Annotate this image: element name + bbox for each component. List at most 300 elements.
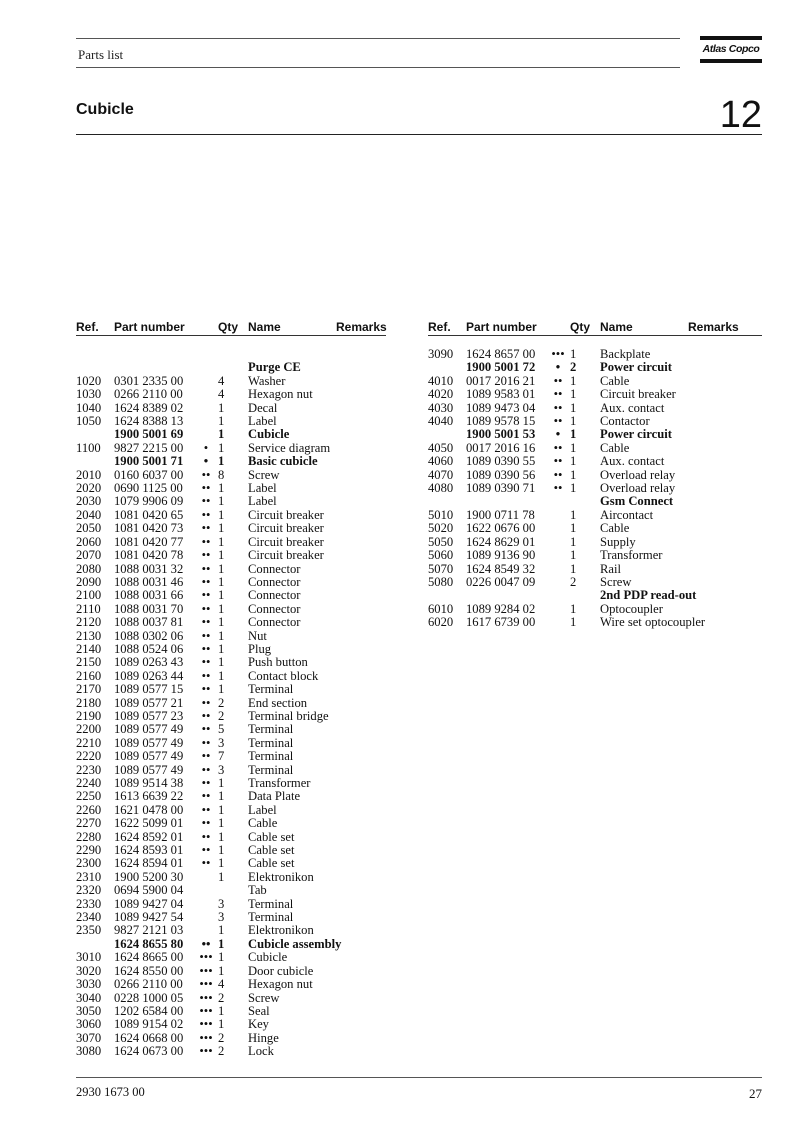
document-number: 2930 1673 00: [76, 1085, 145, 1099]
ref-cell: 3030: [76, 977, 102, 992]
qty-cell: 1: [218, 869, 225, 884]
footer-rule: [76, 1077, 762, 1078]
ref-cell: 2120: [76, 615, 102, 630]
level-dots: ••: [201, 816, 211, 831]
part-number-cell: 1089 0577 23: [114, 708, 184, 723]
ref-cell: 5010: [428, 507, 454, 522]
col-ref-header: Ref.: [428, 320, 451, 334]
name-cell: Data Plate: [248, 789, 301, 804]
table-row: [76, 656, 386, 669]
name-cell: Label: [248, 494, 277, 509]
part-number-cell: 0017 2016 21: [466, 373, 536, 388]
name-cell: Cable: [600, 521, 630, 536]
part-number-cell: 1613 6639 22: [114, 789, 184, 804]
name-cell: Rail: [600, 561, 621, 576]
table-row: [428, 603, 762, 616]
name-cell: Push button: [248, 655, 308, 670]
name-cell: Transformer: [600, 548, 663, 563]
ref-cell: 5060: [428, 548, 454, 563]
brand-logo: [700, 36, 762, 68]
name-cell: Connector: [248, 561, 301, 576]
table-row: [76, 764, 386, 777]
qty-cell: 1: [570, 454, 577, 469]
part-number-cell: 1088 0302 06: [114, 628, 184, 643]
level-dots: •: [203, 454, 209, 469]
part-number-cell: 1624 8388 13: [114, 414, 184, 429]
part-number-cell: 1900 5001 71: [114, 454, 184, 469]
part-number-cell: 0226 0047 09: [466, 574, 536, 589]
level-dots: ••: [201, 534, 211, 549]
table-row: [428, 536, 762, 549]
level-dots: •••: [199, 977, 213, 992]
qty-cell: 1: [570, 347, 577, 361]
part-number-cell: 1081 0420 73: [114, 521, 184, 536]
ref-cell: 2060: [76, 534, 102, 549]
qty-cell: 1: [570, 601, 577, 616]
ref-cell: 2080: [76, 561, 102, 576]
qty-cell: 5: [218, 722, 225, 737]
name-cell: Cable: [600, 440, 630, 455]
level-dots: ••: [201, 481, 211, 496]
table-row: [428, 576, 762, 589]
name-cell: Optocoupler: [600, 601, 663, 616]
qty-cell: 1: [570, 373, 577, 388]
name-cell: Screw: [248, 467, 280, 482]
level-dots: ••: [553, 440, 563, 455]
part-number-cell: 1089 0263 44: [114, 668, 184, 683]
level-dots: ••: [201, 936, 211, 951]
ref-cell: 2130: [76, 628, 102, 643]
table-row: [76, 710, 386, 723]
table-row: [428, 361, 762, 374]
table-row: [428, 428, 762, 441]
table-row: [76, 898, 386, 911]
name-cell: Overload relay: [600, 481, 676, 496]
part-number-cell: 1088 0037 81: [114, 615, 184, 630]
name-cell: Lock: [248, 1044, 274, 1059]
name-cell: Label: [248, 802, 277, 817]
qty-cell: 1: [218, 548, 225, 563]
table-row: [76, 495, 386, 508]
table-row: [76, 965, 386, 978]
part-number-cell: 0690 1125 00: [114, 481, 183, 496]
table-row: [76, 428, 386, 441]
level-dots: ••: [201, 628, 211, 643]
qty-cell: 4: [218, 373, 225, 388]
qty-cell: 3: [218, 910, 225, 925]
name-cell: Terminal: [248, 735, 294, 750]
name-cell: Power circuit: [600, 427, 672, 442]
name-cell: Terminal: [248, 896, 294, 911]
ref-cell: 6020: [428, 615, 454, 630]
table-row: [76, 978, 386, 991]
ref-cell: 4060: [428, 454, 454, 469]
ref-cell: 2150: [76, 655, 102, 670]
table-header: [428, 320, 762, 335]
part-number-cell: 1089 9427 54: [114, 910, 184, 925]
level-dots: ••: [201, 588, 211, 603]
name-cell: Cable: [248, 816, 278, 831]
qty-cell: 1: [218, 440, 225, 455]
level-dots: ••: [201, 507, 211, 522]
qty-cell: 1: [218, 494, 225, 509]
ref-cell: 4050: [428, 440, 454, 455]
table-row: [76, 643, 386, 656]
level-dots: ••: [201, 682, 211, 697]
name-cell: Elektronikon: [248, 923, 314, 938]
level-dots: •••: [199, 950, 213, 965]
part-number-cell: 1900 5001 72: [466, 360, 536, 375]
qty-cell: 1: [570, 414, 577, 429]
table-row: [428, 388, 762, 401]
table-row: [76, 589, 386, 602]
part-number-cell: 1081 0420 78: [114, 548, 184, 563]
name-cell: Cable set: [248, 856, 295, 871]
ref-cell: 4080: [428, 481, 454, 496]
ref-cell: 4030: [428, 400, 454, 415]
part-number-cell: 1089 9154 02: [114, 1017, 184, 1032]
name-cell: Screw: [248, 990, 280, 1005]
qty-cell: 1: [570, 548, 577, 563]
qty-cell: 1: [218, 802, 225, 817]
part-number-cell: 1900 5001 53: [466, 427, 536, 442]
table-row: [76, 348, 386, 361]
level-dots: ••: [553, 467, 563, 482]
name-cell: Elektronikon: [248, 869, 314, 884]
qty-cell: 1: [218, 950, 225, 965]
part-number-cell: 1624 8629 01: [466, 534, 536, 549]
qty-cell: 1: [218, 776, 225, 790]
ref-cell: 5080: [428, 574, 454, 589]
part-number-cell: 1621 0478 00: [114, 802, 184, 817]
name-cell: Contactor: [600, 414, 650, 429]
name-cell: Backplate: [600, 347, 651, 361]
name-cell: Transformer: [248, 776, 311, 790]
table-header: [76, 320, 386, 335]
table-row: [76, 576, 386, 589]
part-number-cell: 1624 0673 00: [114, 1044, 184, 1059]
name-cell: 2nd PDP read-out: [600, 588, 697, 603]
table-row: [76, 1032, 386, 1045]
logo-text: Atlas Copco: [702, 43, 760, 55]
level-dots: •: [555, 360, 561, 375]
part-number-cell: 1624 8655 80: [114, 936, 184, 951]
name-cell: Key: [248, 1017, 269, 1032]
col-part-header: Part number: [466, 320, 537, 334]
qty-cell: 4: [218, 977, 225, 992]
qty-cell: 2: [218, 708, 225, 723]
part-number-cell: 1089 0577 49: [114, 735, 184, 750]
ref-cell: 2220: [76, 749, 102, 764]
table-row: [76, 630, 386, 643]
table-row: [76, 737, 386, 750]
ref-cell: 2210: [76, 735, 102, 750]
qty-cell: 3: [218, 735, 225, 750]
table-row: [76, 415, 386, 428]
name-cell: Terminal: [248, 762, 294, 777]
table-row: [76, 777, 386, 790]
qty-cell: 1: [218, 963, 225, 978]
table-row: [76, 375, 386, 388]
level-dots: •••: [199, 963, 213, 978]
part-number-cell: 0694 5900 04: [114, 883, 184, 898]
name-cell: Terminal: [248, 749, 294, 764]
qty-cell: 1: [218, 682, 225, 697]
ref-cell: 5020: [428, 521, 454, 536]
name-cell: Hexagon nut: [248, 977, 313, 992]
qty-cell: 4: [218, 387, 225, 402]
qty-cell: 1: [218, 789, 225, 804]
name-cell: Plug: [248, 641, 272, 656]
table-row: [76, 817, 386, 830]
table-row: [428, 348, 762, 361]
ref-cell: 2330: [76, 896, 102, 911]
name-cell: Cubicle: [248, 950, 288, 965]
part-number-cell: 1624 0668 00: [114, 1030, 184, 1045]
qty-cell: 1: [570, 481, 577, 496]
level-dots: ••: [201, 548, 211, 563]
qty-cell: 1: [570, 440, 577, 455]
qty-cell: 1: [218, 601, 225, 616]
qty-cell: 1: [218, 655, 225, 670]
qty-cell: 1: [218, 521, 225, 536]
table-row: [76, 857, 386, 870]
table-row: [76, 361, 386, 374]
level-dots: ••: [553, 400, 563, 415]
part-number-cell: 1622 5099 01: [114, 816, 184, 831]
part-number-cell: 1624 8665 00: [114, 950, 184, 965]
table-row: [76, 469, 386, 482]
table-row: [76, 536, 386, 549]
table-row: [76, 938, 386, 951]
table-row: [76, 924, 386, 937]
part-number-cell: 1624 8657 00: [466, 347, 536, 361]
name-cell: Circuit breaker: [248, 548, 324, 563]
table-row: [76, 603, 386, 616]
ref-cell: 2190: [76, 708, 102, 723]
page-title: Cubicle: [76, 101, 134, 118]
part-number-cell: 0266 2110 00: [114, 977, 183, 992]
level-dots: ••: [201, 735, 211, 750]
ref-cell: 3020: [76, 963, 102, 978]
table-row: [76, 871, 386, 884]
ref-cell: 1030: [76, 387, 102, 402]
qty-cell: 1: [218, 816, 225, 831]
ref-cell: 1050: [76, 414, 102, 429]
table-row: [76, 992, 386, 1005]
qty-cell: 1: [218, 829, 225, 844]
qty-cell: 1: [570, 467, 577, 482]
qty-cell: 1: [218, 561, 225, 576]
ref-cell: 4020: [428, 387, 454, 402]
name-cell: Purge CE: [248, 360, 301, 375]
level-dots: •••: [551, 347, 565, 361]
name-cell: Circuit breaker: [248, 534, 324, 549]
col-name-header: Name: [248, 320, 281, 334]
part-number-cell: 1088 0031 46: [114, 574, 184, 589]
table-row: [76, 563, 386, 576]
part-number-cell: 1900 5001 69: [114, 427, 184, 442]
name-cell: Contact block: [248, 668, 319, 683]
level-dots: ••: [201, 615, 211, 630]
name-cell: Label: [248, 414, 277, 429]
part-number-cell: 1900 0711 78: [466, 507, 535, 522]
level-dots: •••: [199, 1044, 213, 1059]
qty-cell: 2: [218, 1030, 225, 1045]
qty-cell: 8: [218, 467, 225, 482]
name-cell: Cable set: [248, 843, 295, 858]
col-qty-header: Qty: [570, 320, 591, 334]
name-cell: Cable set: [248, 829, 295, 844]
table-row: [76, 402, 386, 415]
qty-cell: 7: [218, 749, 225, 764]
qty-cell: 1: [218, 923, 225, 938]
col-name-header: Name: [600, 320, 633, 334]
part-number-cell: 1089 9578 15: [466, 414, 536, 429]
name-cell: Nut: [248, 628, 267, 643]
part-number-cell: 1624 8594 01: [114, 856, 184, 871]
title-rule: [76, 134, 762, 135]
qty-cell: 1: [218, 454, 225, 469]
table-row: [76, 1045, 386, 1058]
section-label: Parts list: [78, 47, 124, 62]
table-row: [76, 549, 386, 562]
part-number-cell: 1089 0577 15: [114, 682, 184, 697]
name-cell: Cable: [600, 373, 630, 388]
ref-cell: 2300: [76, 856, 102, 871]
qty-cell: 1: [218, 481, 225, 496]
level-dots: ••: [201, 561, 211, 576]
part-number-cell: 1081 0420 77: [114, 534, 184, 549]
qty-cell: 1: [570, 387, 577, 402]
table-row: [428, 549, 762, 562]
table-row: [76, 750, 386, 763]
ref-cell: 2050: [76, 521, 102, 536]
qty-cell: 1: [218, 414, 225, 429]
ref-cell: 5070: [428, 561, 454, 576]
level-dots: •••: [199, 1030, 213, 1045]
table-row: [428, 442, 762, 455]
name-cell: Cubicle: [248, 427, 290, 442]
table-row: [428, 589, 762, 602]
part-number-cell: 0228 1000 05: [114, 990, 184, 1005]
table-row: [76, 616, 386, 629]
qty-cell: 2: [570, 574, 577, 589]
table-row: [428, 563, 762, 576]
ref-cell: 2170: [76, 682, 102, 697]
name-cell: Terminal: [248, 910, 294, 925]
name-cell: Overload relay: [600, 467, 676, 482]
ref-cell: 2200: [76, 722, 102, 737]
ref-cell: 2040: [76, 507, 102, 522]
ref-cell: 4070: [428, 467, 454, 482]
level-dots: ••: [201, 574, 211, 589]
table-row: [76, 697, 386, 710]
part-number-cell: 0266 2110 00: [114, 387, 183, 402]
level-dots: ••: [553, 454, 563, 469]
ref-cell: 2070: [76, 548, 102, 563]
col-ref-header: Ref.: [76, 320, 99, 334]
ref-cell: 4040: [428, 414, 454, 429]
part-number-cell: 1079 9906 09: [114, 494, 184, 509]
table-rows: [428, 348, 762, 630]
ref-cell: 2250: [76, 789, 102, 804]
level-dots: ••: [201, 467, 211, 482]
table-row: [76, 790, 386, 803]
level-dots: ••: [201, 843, 211, 858]
name-cell: Terminal: [248, 682, 294, 697]
table-header-rule: [76, 335, 386, 336]
table-row: [428, 509, 762, 522]
part-number-cell: 1089 0263 43: [114, 655, 184, 670]
qty-cell: 2: [570, 360, 577, 375]
name-cell: Connector: [248, 574, 301, 589]
col-part-header: Part number: [114, 320, 185, 334]
name-cell: Label: [248, 481, 277, 496]
ref-cell: 2290: [76, 843, 102, 858]
level-dots: •••: [199, 990, 213, 1005]
ref-cell: 3070: [76, 1030, 102, 1045]
header-top-rule: [76, 38, 680, 39]
level-dots: ••: [201, 749, 211, 764]
level-dots: ••: [201, 762, 211, 777]
qty-cell: 2: [218, 990, 225, 1005]
part-number-cell: 1089 9583 01: [466, 387, 536, 402]
name-cell: Basic cubicle: [248, 454, 318, 469]
table-row: [76, 723, 386, 736]
parts-table-right: [428, 320, 762, 630]
table-row: [76, 911, 386, 924]
ref-cell: 2090: [76, 574, 102, 589]
part-number-cell: 1617 6739 00: [466, 615, 536, 630]
level-dots: ••: [201, 789, 211, 804]
name-cell: Tab: [248, 883, 267, 898]
level-dots: •: [203, 440, 209, 455]
part-number-cell: 0017 2016 16: [466, 440, 536, 455]
part-number-cell: 1202 6584 00: [114, 1003, 184, 1018]
qty-cell: 1: [218, 534, 225, 549]
part-number-cell: 1089 9473 04: [466, 400, 536, 415]
name-cell: Decal: [248, 400, 278, 415]
table-row: [428, 616, 762, 629]
logo-bar-top: [700, 36, 762, 40]
level-dots: ••: [201, 708, 211, 723]
table-row: [76, 951, 386, 964]
name-cell: Seal: [248, 1003, 270, 1018]
level-dots: ••: [201, 601, 211, 616]
level-dots: ••: [553, 373, 563, 388]
table-row: [76, 683, 386, 696]
part-number-cell: 9827 2121 03: [114, 923, 184, 938]
ref-cell: 2310: [76, 869, 102, 884]
level-dots: ••: [553, 387, 563, 402]
ref-cell: 2280: [76, 829, 102, 844]
part-number-cell: 1900 5200 30: [114, 869, 184, 884]
ref-cell: 3050: [76, 1003, 102, 1018]
ref-cell: 3080: [76, 1044, 102, 1059]
part-number-cell: 1089 9514 38: [114, 776, 184, 790]
qty-cell: 1: [218, 1017, 225, 1032]
name-cell: Door cubicle: [248, 963, 314, 978]
ref-cell: 5050: [428, 534, 454, 549]
name-cell: Power circuit: [600, 360, 672, 375]
level-dots: •••: [199, 1017, 213, 1032]
qty-cell: 3: [218, 896, 225, 911]
level-dots: ••: [201, 856, 211, 871]
qty-cell: 1: [570, 615, 577, 630]
qty-cell: 1: [570, 400, 577, 415]
level-dots: ••: [201, 494, 211, 509]
